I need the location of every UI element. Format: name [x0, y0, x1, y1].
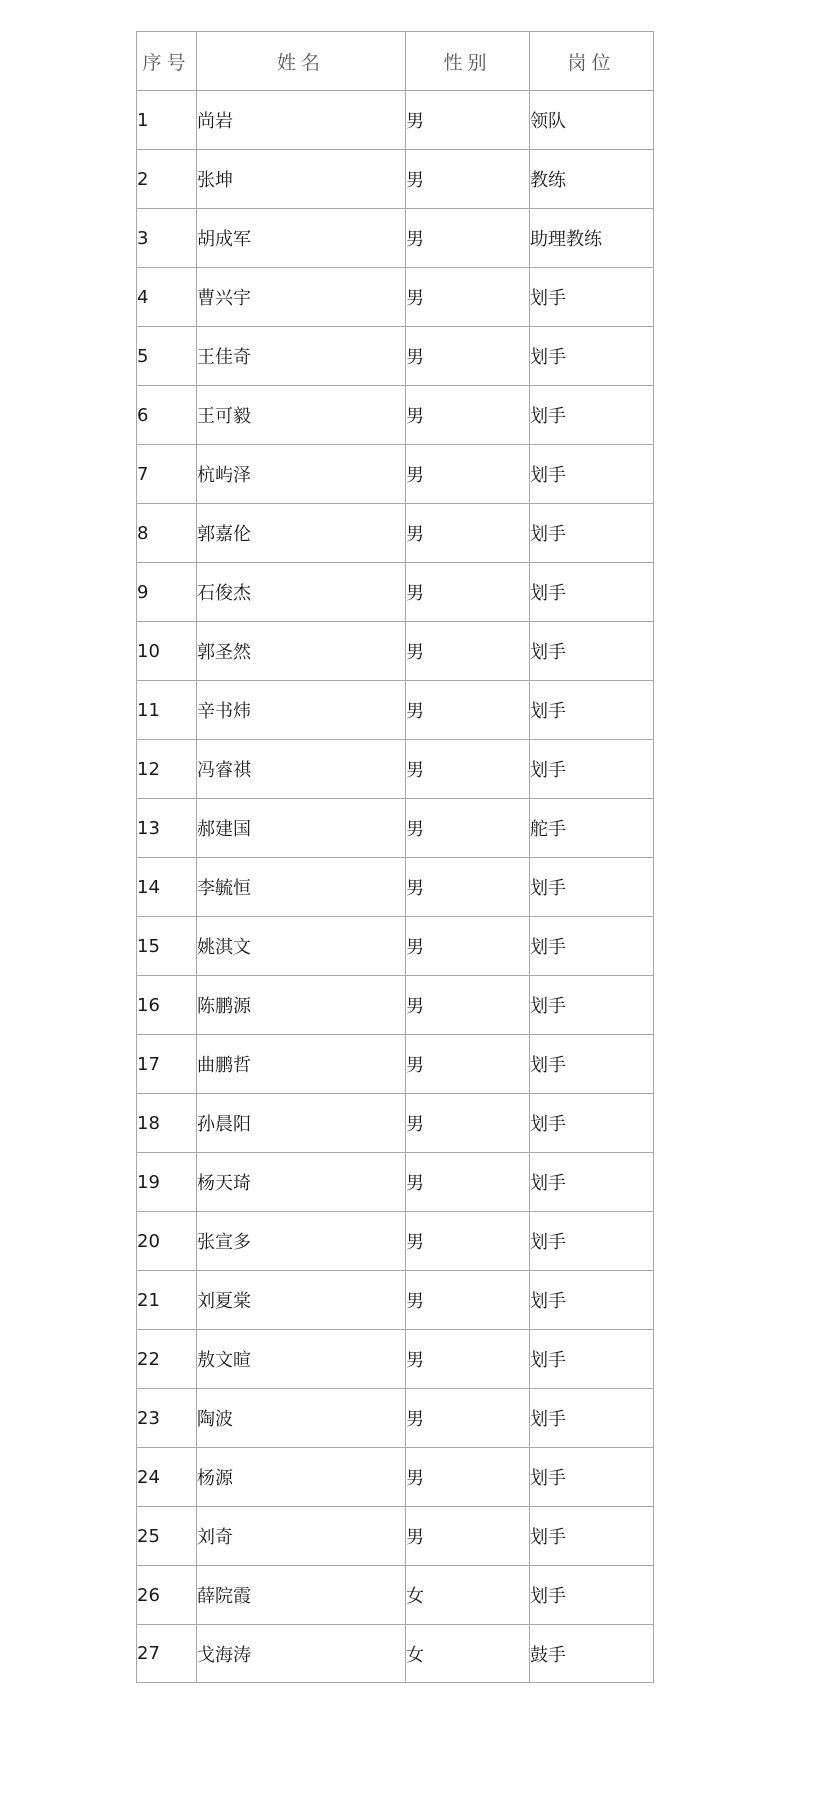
- cell-role: 划手: [530, 1094, 654, 1153]
- cell-name: 郭圣然: [197, 622, 406, 681]
- cell-number: 5: [137, 327, 197, 386]
- cell-role: 领队: [530, 91, 654, 150]
- cell-name: 陈鹏源: [197, 976, 406, 1035]
- cell-role: 划手: [530, 1330, 654, 1389]
- header-role: 岗位: [530, 32, 654, 91]
- table-row: [137, 209, 654, 268]
- table-row: [137, 1153, 654, 1212]
- cell-role: 划手: [530, 1035, 654, 1094]
- cell-number: 1: [137, 91, 197, 150]
- cell-gender: 男: [406, 1153, 530, 1212]
- cell-gender: 男: [406, 1212, 530, 1271]
- cell-name: 敖文暄: [197, 1330, 406, 1389]
- table-row: [137, 1566, 654, 1625]
- cell-gender: 男: [406, 858, 530, 917]
- cell-name: 刘夏棠: [197, 1271, 406, 1330]
- cell-gender: 男: [406, 1035, 530, 1094]
- cell-gender: 男: [406, 445, 530, 504]
- cell-name: 张坤: [197, 150, 406, 209]
- cell-role: 划手: [530, 386, 654, 445]
- table-row: [137, 563, 654, 622]
- cell-number: 7: [137, 445, 197, 504]
- cell-number: 6: [137, 386, 197, 445]
- cell-number: 19: [137, 1153, 197, 1212]
- table-header: [137, 32, 654, 91]
- table-row: [137, 976, 654, 1035]
- cell-number: 10: [137, 622, 197, 681]
- cell-role: 教练: [530, 150, 654, 209]
- table-row: [137, 1212, 654, 1271]
- cell-name: 刘奇: [197, 1507, 406, 1566]
- cell-number: 23: [137, 1389, 197, 1448]
- cell-name: 杨源: [197, 1448, 406, 1507]
- cell-gender: 男: [406, 1389, 530, 1448]
- cell-role: 划手: [530, 1153, 654, 1212]
- cell-name: 郝建国: [197, 799, 406, 858]
- cell-role: 划手: [530, 1389, 654, 1448]
- cell-name: 王可毅: [197, 386, 406, 445]
- cell-role: 划手: [530, 1566, 654, 1625]
- header-name: 姓名: [197, 32, 406, 91]
- cell-role: 鼓手: [530, 1625, 654, 1683]
- cell-number: 9: [137, 563, 197, 622]
- cell-gender: 男: [406, 1094, 530, 1153]
- cell-number: 27: [137, 1625, 197, 1683]
- cell-role: 划手: [530, 563, 654, 622]
- table-row: [137, 445, 654, 504]
- table-row: [137, 917, 654, 976]
- cell-gender: 男: [406, 504, 530, 563]
- cell-name: 杭屿泽: [197, 445, 406, 504]
- table-row: [137, 1035, 654, 1094]
- header-gender: 性别: [406, 32, 530, 91]
- header-row: [137, 32, 654, 91]
- table-row: [137, 91, 654, 150]
- cell-number: 26: [137, 1566, 197, 1625]
- cell-role: 划手: [530, 1448, 654, 1507]
- cell-name: 张宣多: [197, 1212, 406, 1271]
- cell-number: 25: [137, 1507, 197, 1566]
- cell-number: 21: [137, 1271, 197, 1330]
- cell-name: 薛院霞: [197, 1566, 406, 1625]
- cell-number: 13: [137, 799, 197, 858]
- cell-name: 郭嘉伦: [197, 504, 406, 563]
- cell-role: 划手: [530, 268, 654, 327]
- cell-number: 17: [137, 1035, 197, 1094]
- cell-number: 11: [137, 681, 197, 740]
- cell-role: 划手: [530, 622, 654, 681]
- cell-number: 4: [137, 268, 197, 327]
- cell-name: 曲鹏哲: [197, 1035, 406, 1094]
- cell-role: 划手: [530, 1212, 654, 1271]
- table-row: [137, 1625, 654, 1683]
- table-row: [137, 858, 654, 917]
- header-no: 序号: [137, 32, 197, 91]
- cell-name: 曹兴宇: [197, 268, 406, 327]
- cell-number: 15: [137, 917, 197, 976]
- cell-name: 杨天琦: [197, 1153, 406, 1212]
- cell-gender: 男: [406, 268, 530, 327]
- table-body: [137, 91, 654, 1683]
- cell-gender: 男: [406, 386, 530, 445]
- cell-gender: 男: [406, 917, 530, 976]
- table-row: [137, 1448, 654, 1507]
- cell-name: 王佳奇: [197, 327, 406, 386]
- cell-gender: 男: [406, 563, 530, 622]
- cell-role: 划手: [530, 681, 654, 740]
- cell-gender: 男: [406, 1330, 530, 1389]
- cell-gender: 男: [406, 622, 530, 681]
- table-row: [137, 268, 654, 327]
- cell-number: 22: [137, 1330, 197, 1389]
- cell-name: 胡成军: [197, 209, 406, 268]
- cell-name: 姚淇文: [197, 917, 406, 976]
- cell-gender: 男: [406, 1448, 530, 1507]
- cell-gender: 男: [406, 799, 530, 858]
- cell-role: 划手: [530, 327, 654, 386]
- cell-role: 划手: [530, 1271, 654, 1330]
- cell-role: 划手: [530, 1507, 654, 1566]
- cell-gender: 男: [406, 1271, 530, 1330]
- table-row: [137, 327, 654, 386]
- table-row: [137, 799, 654, 858]
- cell-gender: 男: [406, 1507, 530, 1566]
- cell-name: 戈海涛: [197, 1625, 406, 1683]
- cell-gender: 男: [406, 681, 530, 740]
- cell-role: 划手: [530, 976, 654, 1035]
- cell-role: 划手: [530, 504, 654, 563]
- table-row: [137, 622, 654, 681]
- table-row: [137, 150, 654, 209]
- table-row: [137, 681, 654, 740]
- table-row: [137, 504, 654, 563]
- cell-role: 划手: [530, 740, 654, 799]
- cell-name: 冯睿祺: [197, 740, 406, 799]
- roster-table: [136, 31, 654, 1683]
- cell-number: 8: [137, 504, 197, 563]
- table-row: [137, 740, 654, 799]
- cell-gender: 女: [406, 1625, 530, 1683]
- cell-role: 助理教练: [530, 209, 654, 268]
- cell-name: 尚岩: [197, 91, 406, 150]
- table-row: [137, 1330, 654, 1389]
- cell-role: 划手: [530, 917, 654, 976]
- cell-gender: 男: [406, 976, 530, 1035]
- table-row: [137, 1094, 654, 1153]
- cell-gender: 男: [406, 740, 530, 799]
- cell-name: 陶波: [197, 1389, 406, 1448]
- cell-name: 石俊杰: [197, 563, 406, 622]
- cell-gender: 男: [406, 327, 530, 386]
- cell-number: 20: [137, 1212, 197, 1271]
- cell-gender: 男: [406, 91, 530, 150]
- cell-number: 24: [137, 1448, 197, 1507]
- table-row: [137, 1271, 654, 1330]
- cell-gender: 男: [406, 209, 530, 268]
- cell-gender: 女: [406, 1566, 530, 1625]
- cell-name: 孙晨阳: [197, 1094, 406, 1153]
- cell-number: 18: [137, 1094, 197, 1153]
- cell-number: 14: [137, 858, 197, 917]
- table-row: [137, 1389, 654, 1448]
- cell-number: 12: [137, 740, 197, 799]
- cell-number: 2: [137, 150, 197, 209]
- cell-number: 3: [137, 209, 197, 268]
- cell-role: 划手: [530, 445, 654, 504]
- table-row: [137, 386, 654, 445]
- table-row: [137, 1507, 654, 1566]
- cell-role: 划手: [530, 858, 654, 917]
- cell-gender: 男: [406, 150, 530, 209]
- cell-number: 16: [137, 976, 197, 1035]
- cell-name: 辛书炜: [197, 681, 406, 740]
- cell-name: 李毓恒: [197, 858, 406, 917]
- cell-role: 舵手: [530, 799, 654, 858]
